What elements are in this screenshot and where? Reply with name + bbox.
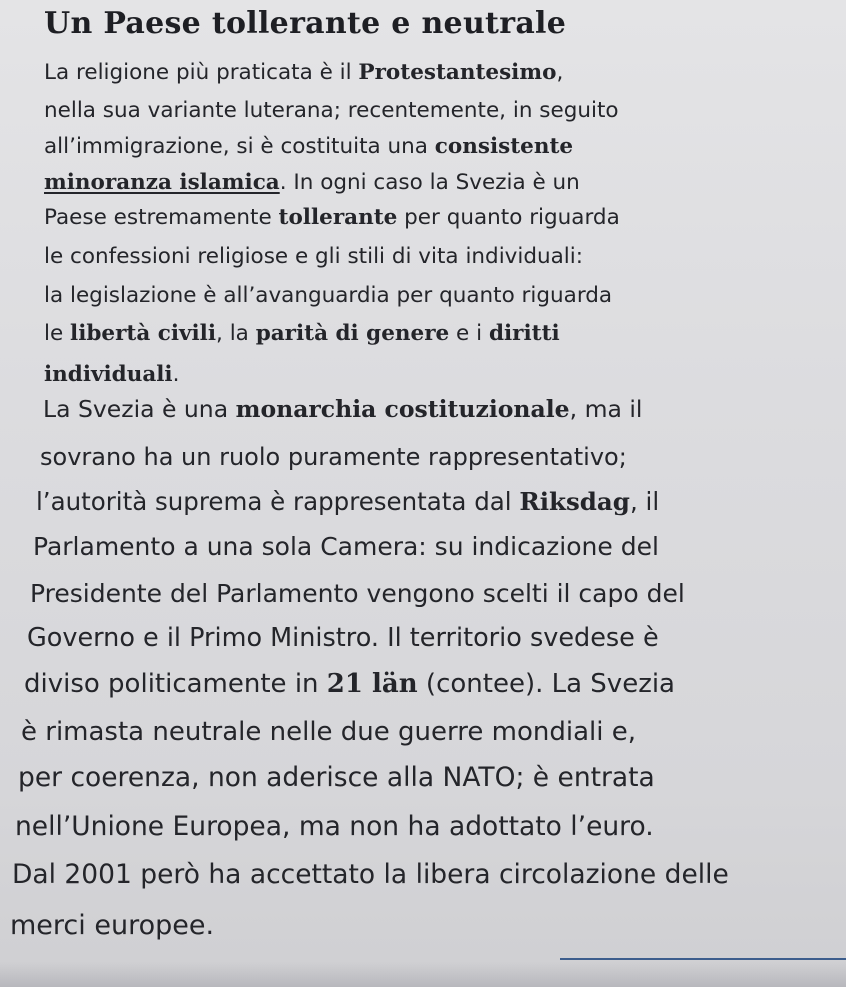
- p2-line-1-text-a: La Svezia è una: [43, 395, 236, 423]
- bottom-rule: [560, 958, 846, 960]
- p1-line-2: nella sua variante luterana; recentemente, in seguito: [44, 98, 619, 123]
- p1-line-8-bold-1: libertà civili: [70, 321, 217, 346]
- p1-line-8-bold-2: parità di genere: [255, 321, 450, 346]
- p1-line-4: [44, 170, 580, 195]
- p1-line-3: [44, 134, 573, 159]
- p1-line-9-text-a: .: [172, 362, 180, 387]
- p2-line-3: [36, 487, 659, 516]
- p2-line-12: merci europee.: [10, 910, 215, 941]
- p1-line-1-bold: Protestantesimo: [358, 60, 557, 85]
- p2-line-1: [43, 395, 642, 423]
- p1-line-8-text-d: e i: [449, 321, 489, 346]
- p1-line-7: la legislazione è all’avanguardia per quanto riguarda: [44, 283, 613, 308]
- p1-line-5-text-a: Paese estremamente: [44, 205, 279, 230]
- p2-line-6: Governo e il Primo Ministro. Il territorio svedese è: [27, 623, 659, 653]
- p2-line-3-text-a: l’autorità suprema è rappresentata dal: [36, 487, 520, 516]
- p2-line-7-text-c: (contee). La Svezia: [417, 669, 675, 699]
- p2-line-2: sovrano ha un ruolo puramente rappresentativo;: [40, 443, 627, 471]
- p2-line-1-bold: monarchia costituzionale: [235, 395, 570, 423]
- section-title: Un Paese tollerante e neutrale: [44, 6, 567, 41]
- p2-line-5: Presidente del Parlamento vengono scelti il capo del: [30, 579, 685, 608]
- p1-line-5-bold: tollerante: [278, 205, 398, 230]
- p1-line-8-text-a: le: [44, 321, 71, 346]
- p2-line-10: nell’Unione Europea, ma non ha adottato l’euro.: [15, 811, 654, 842]
- p2-line-4: Parlamento a una sola Camera: su indicazione del: [33, 532, 659, 561]
- p2-line-7-text-a: diviso politicamente in: [24, 669, 327, 699]
- p1-line-9: [44, 362, 179, 387]
- p2-line-8: è rimasta neutrale nelle due guerre mondiali e,: [21, 717, 636, 747]
- p1-line-5: [44, 205, 620, 230]
- p2-line-1-text-c: , ma il: [569, 395, 643, 423]
- p1-line-1-text-c: ,: [556, 60, 564, 85]
- p1-line-3-bold: consistente: [434, 134, 574, 159]
- p1-line-6: le confessioni religiose e gli stili di vita individuali:: [44, 244, 584, 269]
- p1-line-4-text-a: . In ogni caso la Svezia è un: [279, 170, 580, 195]
- p2-line-11: Dal 2001 però ha accettato la libera circolazione delle: [12, 859, 729, 890]
- p2-line-7-bold: 21 län: [326, 669, 418, 699]
- p1-line-9-bold: individuali: [44, 362, 173, 387]
- p1-line-1: [44, 60, 563, 85]
- p2-line-3-text-c: , il: [629, 487, 660, 516]
- p2-line-3-bold: Riksdag: [519, 487, 630, 516]
- p1-line-8: [44, 321, 560, 346]
- p1-line-8-text-c: , la: [216, 321, 256, 346]
- p1-line-8-bold-3: diritti: [488, 321, 560, 346]
- p1-line-3-text-a: all’immigrazione, si è costituita una: [44, 134, 435, 159]
- p2-line-9: per coerenza, non aderisce alla NATO; è entrata: [18, 762, 655, 793]
- p1-line-5-text-c: per quanto riguarda: [397, 205, 620, 230]
- p2-line-7: [24, 669, 675, 699]
- p1-line-4-bold: minoranza islamica: [44, 170, 280, 195]
- page-shadow: [0, 962, 846, 987]
- p1-line-1-text-a: La religione più praticata è il: [44, 60, 359, 85]
